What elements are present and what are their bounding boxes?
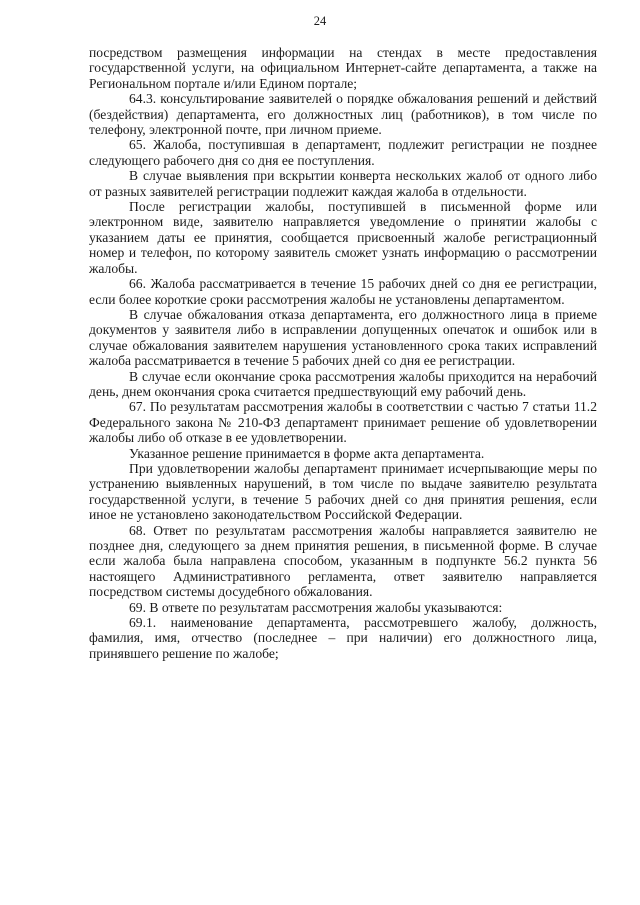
- paragraph: В случае обжалования отказа департамента, его должностного лица в приеме документов у заявителя либо в исправлении допущенных опечаток и ошибок или в случае обжалования заявителем нарушения установленного срока таких исправлений жалоба рассматривается в течение 5 рабочих дней со дня ее регистрации.: [89, 306, 597, 369]
- paragraph: В случае выявления при вскрытии конверта нескольких жалоб от одного либо от разных заявителей регистрации подлежит каждая жалоба в отдельности.: [89, 168, 597, 199]
- paragraph: После регистрации жалобы, поступившей в письменной форме или электронном виде, заявителю направляется уведомление о принятии жалобы с указанием даты ее принятия, сообщается присвоенный жалобе регистрационный номер и телефон, по которому заявитель сможет узнать информацию о рассмотрении жалобы.: [89, 199, 597, 276]
- paragraph: 69. В ответе по результатам рассмотрения жалобы указываются:: [129, 599, 503, 615]
- paragraph: 68. Ответ по результатам рассмотрения жалобы направляется заявителю не позднее дня, следующего за днем принятия решения, в письменной форме. В случае если жалоба была направлена способом, указанным в подпункте 56.2 пункта 56 настоящего Административного регламента, ответ заявителю направляется посредством системы досудебного обжалования.: [89, 522, 597, 600]
- page-number: 24: [313, 14, 327, 28]
- paragraph: 67. По результатам рассмотрения жалобы в соответствии с частью 7 статьи 11.2 Федерального закона № 210-ФЗ департамент принимает решение об удовлетворении жалобы либо об отказе в ее удовлетворении.: [89, 399, 597, 446]
- paragraph: При удовлетворении жалобы департамент принимает исчерпывающие меры по устранению выявленных нарушений, в том числе по выдаче заявителю результата государственной услуги, в течение 5 рабочих дней со дня принятия решения, если иное не установлено законодательством Российской Федерации.: [89, 460, 597, 523]
- paragraph: 65. Жалоба, поступившая в департамент, подлежит регистрации не позднее следующего рабочего дня со дня ее поступления.: [89, 137, 597, 168]
- paragraph: посредством размещения информации на стендах в месте предоставления государственной услуги, на официальном Интернет-сайте департамента, а также на Региональном портале и/или Едином портале;: [89, 45, 597, 91]
- paragraph: 66. Жалоба рассматривается в течение 15 рабочих дней со дня ее регистрации, если более короткие сроки рассмотрения жалобы не установлены департаментом.: [89, 276, 597, 307]
- document-body: [89, 45, 597, 661]
- paragraph: 69.1. наименование департамента, рассмотревшего жалобу, должность, фамилия, имя, отчество (последнее – при наличии) его должностного лица, принявшего решение по жалобе;: [89, 615, 597, 661]
- paragraph: 64.3. консультирование заявителей о порядке обжалования решений и действий (бездействия) департамента, его должностных лиц (работников), в том числе по телефону, электронной почте, при личном приеме.: [89, 91, 597, 138]
- paragraph: Указанное решение принимается в форме акта департамента.: [129, 445, 485, 461]
- paragraph: В случае если окончание срока рассмотрения жалобы приходится на нерабочий день, днем окончания срока считается предшествующий ему рабочий день.: [89, 368, 597, 399]
